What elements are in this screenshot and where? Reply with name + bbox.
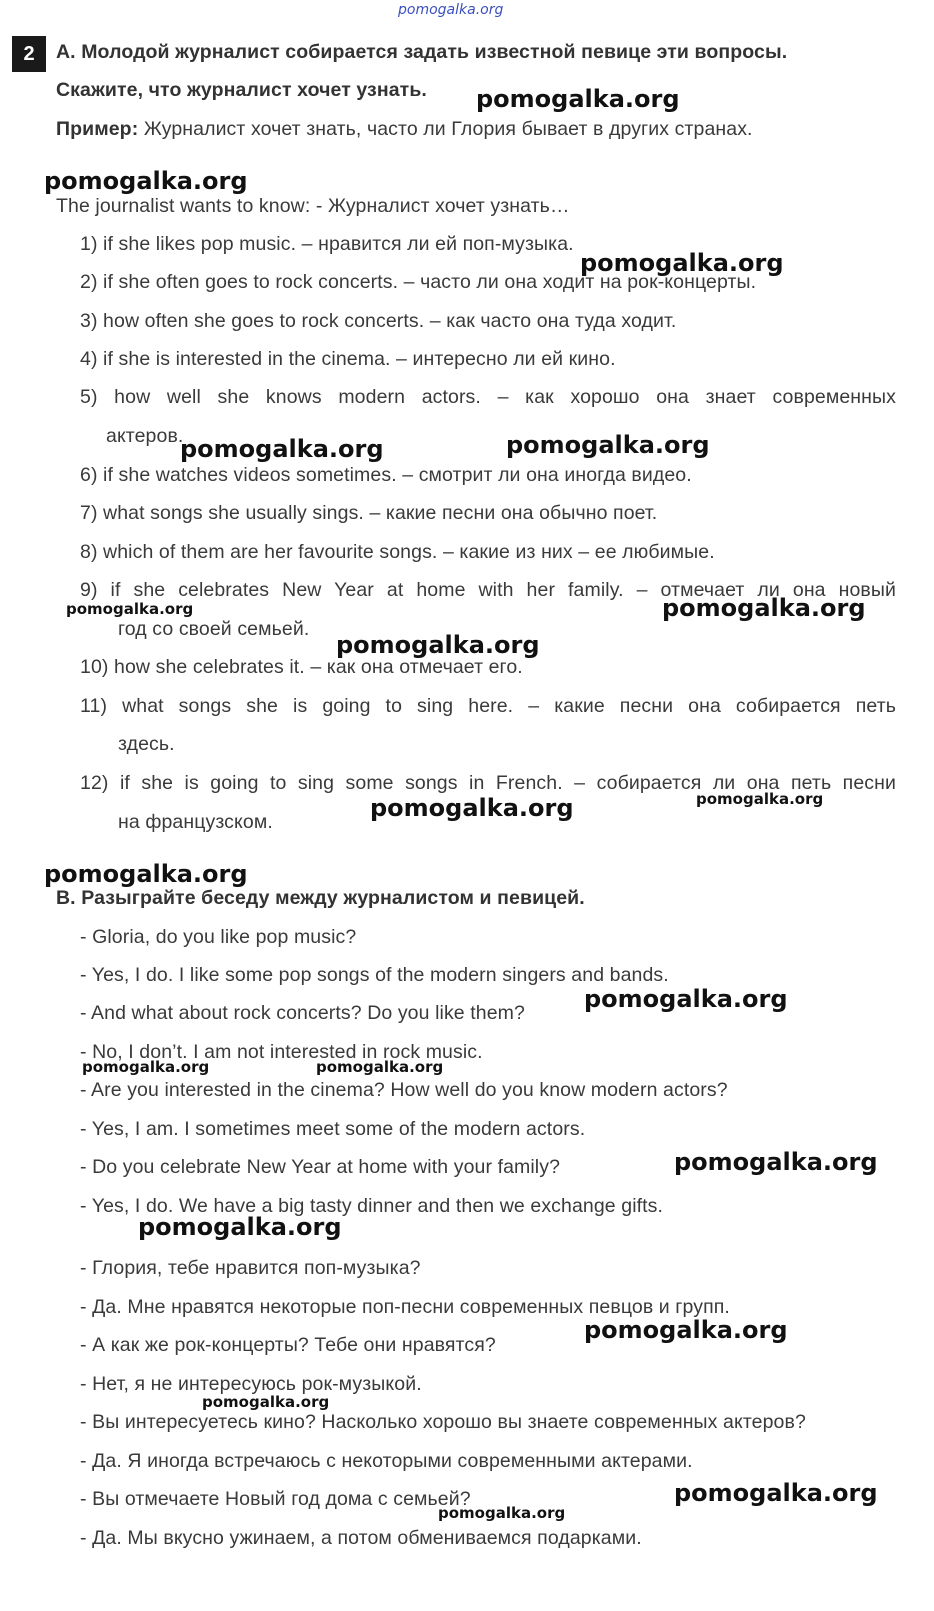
dialogue-line: - Gloria, do you like pop music? — [80, 926, 357, 948]
watermark: pomogalka.org — [674, 1148, 878, 1176]
question-item: 4) if she is interested in the cinema. – интересно ли ей кино. — [80, 348, 616, 370]
exercise-number-badge: 2 — [12, 36, 46, 72]
example-label: Пример: — [56, 118, 139, 140]
dialogue-line: - No, I don’t. I am not interested in rock music. — [80, 1041, 483, 1063]
dialogue-line: - Нет, я не интересуюсь рок-музыкой. — [80, 1373, 422, 1395]
dialogue-line: - Yes, I am. I sometimes meet some of the modern actors. — [80, 1118, 586, 1140]
watermark: pomogalka.org — [82, 1058, 210, 1076]
watermark: pomogalka.org — [44, 860, 248, 888]
dialogue-line: - Вы интересуетесь кино? Насколько хорошо вы знаете современных актеров? — [80, 1411, 806, 1433]
question-item: 11) what songs she is going to sing here. – какие песни она собирается петь — [80, 695, 896, 717]
part-a-title-line2: Скажите, что журналист хочет узнать. — [56, 79, 427, 101]
watermark: pomogalka.org — [584, 985, 788, 1013]
dialogue-line: - Да. Я иногда встречаюсь с некоторыми современными актерами. — [80, 1450, 693, 1472]
question-item: 6) if she watches videos sometimes. – смотрит ли она иногда видео. — [80, 464, 692, 486]
watermark: pomogalka.org — [44, 167, 248, 195]
dialogue-line: - Да. Мне нравятся некоторые поп-песни современных певцов и групп. — [80, 1296, 730, 1318]
watermark: pomogalka.org — [336, 631, 540, 659]
question-item: 10) how she celebrates it. – как она отмечает его. — [80, 656, 523, 678]
question-item-continuation: здесь. — [118, 733, 175, 755]
question-item: 1) if she likes pop music. – нравится ли ей поп-музыка. — [80, 233, 574, 255]
dialogue-line: - Да. Мы вкусно ужинаем, а потом обмениваемся подарками. — [80, 1527, 642, 1549]
watermark: pomogalka.org — [476, 85, 680, 113]
question-item-continuation: год со своей семьей. — [118, 618, 310, 640]
question-item: 12) if she is going to sing some songs in French. – собирается ли она петь песни — [80, 772, 896, 794]
watermark: pomogalka.org — [580, 249, 784, 277]
watermark: pomogalka.org — [202, 1393, 330, 1411]
watermark: pomogalka.org — [370, 794, 574, 822]
dialogue-line: - Are you interested in the cinema? How well do you know modern actors? — [80, 1079, 728, 1101]
watermark: pomogalka.org — [180, 435, 384, 463]
watermark-top: pomogalka.org — [398, 2, 504, 18]
watermark: pomogalka.org — [316, 1058, 444, 1076]
dialogue-line: - Глория, тебе нравится поп-музыка? — [80, 1257, 421, 1279]
dialogue-line: - А как же рок-концерты? Тебе они нравятся? — [80, 1334, 496, 1356]
part-b-title: В. Разыграйте беседу между журналистом и певицей. — [56, 887, 585, 909]
part-a-title-line1: А. Молодой журналист собирается задать известной певице эти вопросы. — [56, 41, 788, 63]
watermark: pomogalka.org — [662, 594, 866, 622]
watermark: pomogalka.org — [696, 790, 824, 808]
question-item-continuation: актеров. — [106, 425, 184, 447]
question-item: 9) if she celebrates New Year at home with her family. – отмечает ли она новый — [80, 579, 896, 601]
question-item: 3) how often she goes to rock concerts. – как часто она туда ходит. — [80, 310, 677, 332]
watermark: pomogalka.org — [66, 600, 194, 618]
example-line — [56, 117, 753, 141]
question-item: 8) which of them are her favourite songs. – какие из них – ее любимые. — [80, 541, 715, 563]
question-item: 7) what songs she usually sings. – какие песни она обычно поет. — [80, 502, 658, 524]
question-item-continuation: на французском. — [118, 811, 273, 833]
dialogue-line: - Yes, I do. We have a big tasty dinner and then we exchange gifts. — [80, 1195, 664, 1217]
dialogue-line: - And what about rock concerts? Do you like them? — [80, 1002, 525, 1024]
watermark: pomogalka.org — [438, 1504, 566, 1522]
dialogue-line: - Вы отмечаете Новый год дома с семьей? — [80, 1488, 471, 1510]
question-item: 2) if she often goes to rock concerts. – часто ли она ходит на рок-концерты. — [80, 271, 757, 293]
dialogue-line: - Yes, I do. I like some pop songs of the modern singers and bands. — [80, 964, 669, 986]
example-text: Журналист хочет знать, часто ли Глория бывает в других странах. — [138, 118, 753, 140]
watermark: pomogalka.org — [506, 431, 710, 459]
watermark: pomogalka.org — [674, 1479, 878, 1507]
watermark: pomogalka.org — [138, 1213, 342, 1241]
journalist-intro: The journalist wants to know: - Журналист хочет узнать… — [56, 195, 570, 217]
watermark: pomogalka.org — [584, 1316, 788, 1344]
question-item: 5) how well she knows modern actors. – как хорошо она знает современных — [80, 386, 896, 408]
dialogue-line: - Do you celebrate New Year at home with your family? — [80, 1156, 561, 1178]
